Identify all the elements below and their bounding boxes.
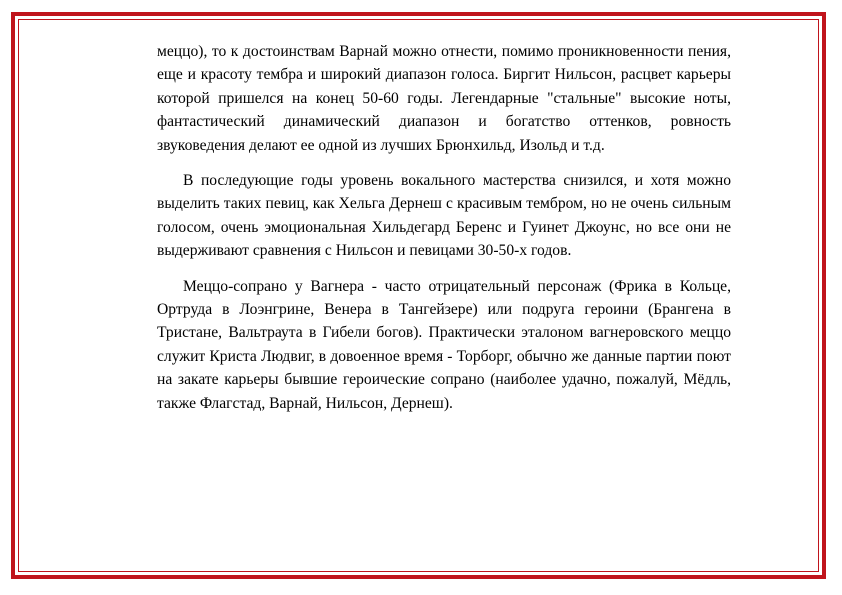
paragraph-1: меццо), то к достоинствам Варнай можно отнести, помимо проникновенности пения, еще и красоту тембра и широкий диапазон голоса. Биргит Нильсон, расцвет карьеры которой пришелся на конец 50-60 годы. Легендарные "стальные" высокие ноты, фантастический динамический диапазон и богатство оттенков, ровность звуковедения делают ее одной из лучших Брюнхильд, Изольд и т.д. xyxy=(157,43,731,154)
document-body xyxy=(157,40,731,415)
paragraph-2: В последующие годы уровень вокального мастерства снизился, и хотя можно выделить таких певиц, как Хельга Дернеш с красивым тембром, но не очень сильным голосом, очень эмоциональная Хильдегард Беренс и Гуинет Джоунс, но все они не выдерживают сравнения с Нильсон и певицами 30-50-х годов. xyxy=(157,172,731,260)
paragraph-3: Меццо-сопрано у Вагнера - часто отрицательный персонаж (Фрика в Кольце, Ортруда в Лоэнгрине, Венера в Тангейзере) или подруга героини (Брангена в Тристане, Вальтраута в Гибели богов). Практически эталоном вагнеровского меццо служит Криста Людвиг, в довоенное время - Торборг, обычно же данные партии поют на закате карьеры бывшие героические сопрано (наиболее удачно, пожалуй, Мёдль, также Флагстад, Варнай, Нильсон, Дернеш). xyxy=(157,277,731,412)
